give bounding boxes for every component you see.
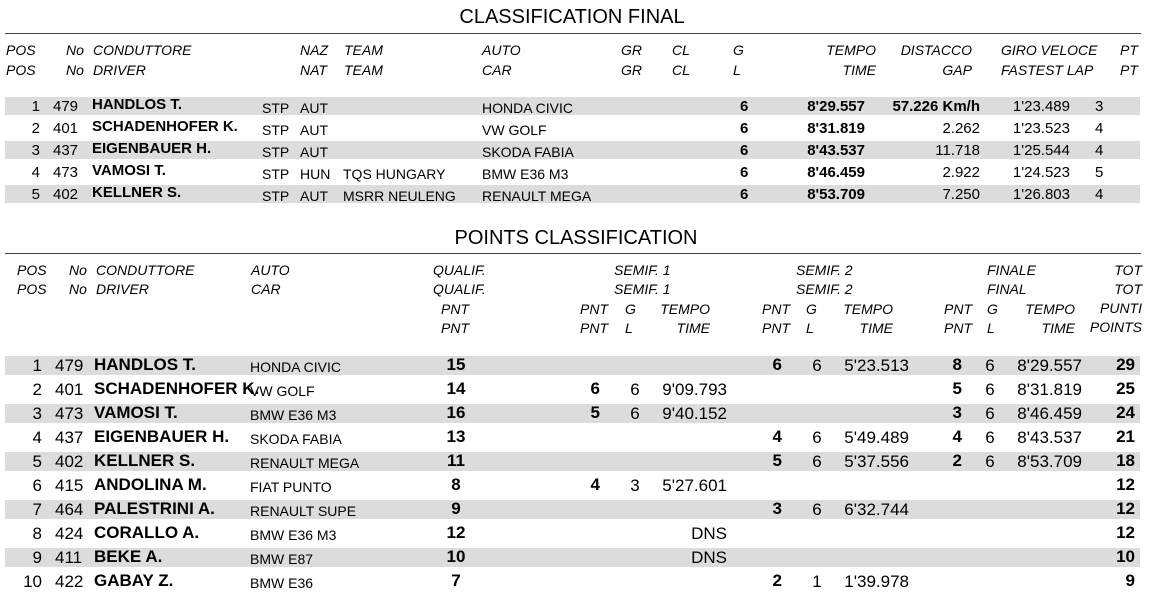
car-number: 479 — [53, 98, 79, 115]
time: 8'46.459 — [807, 164, 865, 181]
semi2-laps: 6 — [812, 428, 822, 447]
time: 8'29.557 — [807, 98, 865, 115]
qualif-points: 11 — [447, 451, 465, 470]
fastest-lap: 1'26.803 — [1012, 186, 1070, 203]
points-header-qualif: QUALIF. — [433, 281, 486, 297]
fastest-lap: 1'23.523 — [1012, 120, 1070, 137]
car: BMW E36 M3 — [250, 527, 337, 543]
pos: 1 — [31, 98, 40, 115]
car-number: 402 — [55, 452, 84, 471]
driver-name: BEKE A. — [94, 547, 163, 566]
total-points: 18 — [1116, 451, 1135, 470]
car: BMW E36 M3 — [482, 166, 569, 182]
team: TQS HUNGARY — [343, 166, 446, 182]
time: 8'53.709 — [807, 186, 865, 203]
final-time: 8'43.537 — [1017, 428, 1082, 447]
car: RENAULT MEGA — [482, 188, 592, 204]
semi2-points: 3 — [772, 499, 782, 518]
points-header-laps: L — [625, 320, 633, 336]
driver-name: CORALLO A. — [94, 523, 200, 542]
points: 4 — [1095, 120, 1104, 137]
driver-name: PALESTRINI A. — [94, 499, 215, 518]
final-laps: 6 — [985, 356, 995, 375]
driver-name: GABAY Z. — [94, 571, 174, 590]
nat: AUT — [300, 144, 328, 160]
car-number: 464 — [55, 500, 84, 519]
points-header-pnt: PNT — [580, 320, 608, 336]
final-header-gr: GR — [621, 42, 642, 58]
points: 3 — [1095, 98, 1104, 115]
car-number: 473 — [55, 404, 84, 423]
semi2-time: 6'32.744 — [844, 500, 909, 519]
points-title-rule — [5, 253, 1141, 254]
points-header-qualif-pnt: PNT — [441, 301, 469, 317]
driver-name: SCHADENHOFER K. — [94, 379, 260, 398]
semi2-time: 1'39.978 — [844, 572, 909, 591]
pos: 2 — [32, 380, 42, 399]
points-header-no: No — [69, 281, 87, 297]
semi1-laps: 6 — [630, 404, 640, 423]
laps: 6 — [740, 142, 749, 159]
qualif-points: 8 — [451, 475, 461, 494]
naz: STP — [262, 100, 290, 116]
final-header-team: TEAM — [344, 42, 383, 58]
final-points: 3 — [952, 403, 962, 422]
pos: 8 — [32, 524, 42, 543]
car-number: 415 — [55, 476, 84, 495]
points-header-pnt: PNT — [762, 320, 790, 336]
points-header-finale: FINAL — [987, 281, 1027, 297]
car: HONDA CIVIC — [482, 100, 574, 116]
driver-name: EIGENBAUER H. — [92, 140, 212, 157]
gap: 57.226 Km/h — [892, 98, 980, 115]
points-header-laps: L — [806, 320, 814, 336]
final-header-pt: PT — [1120, 42, 1138, 58]
semi2-laps: 6 — [812, 500, 822, 519]
final-header-laps: L — [733, 62, 741, 78]
points-header-driver: CONDUTTORE — [96, 262, 195, 278]
points-header-driver: DRIVER — [96, 281, 149, 297]
final-header-nat: NAT — [300, 62, 327, 78]
total-points: 10 — [1116, 547, 1135, 566]
pos: 1 — [32, 356, 42, 375]
points: 4 — [1095, 186, 1104, 203]
total-points: 12 — [1116, 475, 1135, 494]
car-number: 422 — [55, 572, 84, 591]
driver-name: ANDOLINA M. — [94, 475, 207, 494]
points-header-laps: G — [987, 301, 998, 317]
car-number: 401 — [53, 120, 79, 137]
final-header-gap: GAP — [942, 62, 972, 78]
laps: 6 — [740, 120, 749, 137]
total-points: 21 — [1116, 427, 1135, 446]
qualif-points: 16 — [446, 403, 466, 422]
gap: 7.250 — [942, 186, 980, 203]
car: BMW E87 — [250, 551, 314, 567]
car: HONDA CIVIC — [250, 359, 342, 375]
total-points: 24 — [1116, 403, 1135, 422]
car-number: 402 — [53, 186, 79, 203]
naz: STP — [262, 166, 290, 182]
points-header-tot: TOT — [1114, 281, 1142, 297]
final-header-fastest-lap: FASTEST LAP — [1001, 62, 1094, 78]
semi2-points: 4 — [772, 427, 782, 446]
laps: 6 — [740, 164, 749, 181]
points-header-pnt: PNT — [944, 320, 972, 336]
car: BMW E36 — [250, 575, 314, 591]
points-header-laps: G — [806, 301, 817, 317]
qualif-points: 7 — [451, 571, 461, 590]
pos: 9 — [32, 548, 42, 567]
gap: 2.922 — [942, 164, 980, 181]
points-header-tot: TOT — [1114, 262, 1142, 278]
laps: 6 — [740, 186, 749, 203]
car-number: 411 — [55, 548, 83, 567]
final-header-nat: NAZ — [300, 42, 328, 58]
semi2-time: 5'49.489 — [844, 428, 909, 447]
points-header-pnt: PNT — [762, 301, 790, 317]
final-points: 4 — [952, 427, 962, 446]
qualif-points: 13 — [446, 427, 466, 446]
pos: 4 — [31, 164, 40, 181]
final-header-time: TIME — [842, 62, 876, 78]
laps: 6 — [740, 98, 749, 115]
semi2-laps: 6 — [812, 356, 822, 375]
final-title-rule — [5, 33, 1141, 34]
final-header-driver: DRIVER — [93, 62, 146, 78]
final-header-driver: CONDUTTORE — [93, 42, 192, 58]
car-number: 437 — [55, 428, 84, 447]
final-header-cl: CL — [672, 62, 690, 78]
final-time: 8'53.709 — [1017, 452, 1082, 471]
car: VW GOLF — [482, 122, 547, 138]
car: BMW E36 M3 — [250, 407, 337, 423]
naz: STP — [262, 144, 290, 160]
semi1-points: 4 — [590, 475, 600, 494]
final-laps: 6 — [985, 404, 995, 423]
semi2-points: 6 — [772, 355, 782, 374]
points-header-pos: POS — [17, 262, 47, 278]
total-points: 12 — [1116, 499, 1135, 518]
nat: HUN — [300, 166, 331, 182]
points-header-semi1: SEMIF. 1 — [614, 281, 671, 297]
points-header-time: TIME — [676, 320, 710, 336]
final-laps: 6 — [985, 380, 995, 399]
qualif-points: 9 — [451, 499, 461, 518]
final-header-cl: CL — [672, 42, 690, 58]
semi1-points: 5 — [590, 403, 600, 422]
points-title: POINTS CLASSIFICATION — [454, 227, 698, 249]
points-header-car: CAR — [251, 281, 281, 297]
final-time: 8'29.557 — [1017, 356, 1082, 375]
fastest-lap: 1'25.544 — [1012, 142, 1070, 159]
car: SKODA FABIA — [482, 144, 574, 160]
final-laps: 6 — [985, 452, 995, 471]
points-header-qualif: QUALIF. — [433, 262, 486, 278]
car: VW GOLF — [250, 383, 315, 399]
final-header-laps: G — [733, 42, 744, 58]
points-header-time: TEMPO — [843, 301, 893, 317]
points-header-pnt: PNT — [580, 301, 608, 317]
final-time: 8'31.819 — [1017, 380, 1082, 399]
points-header-semi2: SEMIF. 2 — [796, 262, 853, 278]
semi1-time: 5'27.601 — [662, 476, 727, 495]
nat: AUT — [300, 100, 328, 116]
semi1-time: 9'09.793 — [662, 380, 727, 399]
final-header-time: TEMPO — [826, 42, 876, 58]
semi1-laps: 6 — [630, 380, 640, 399]
time: 8'43.537 — [807, 142, 865, 159]
total-points: 25 — [1116, 379, 1135, 398]
semi1-time: DNS — [691, 548, 727, 567]
car: FIAT PUNTO — [250, 479, 332, 495]
points-header-time: TEMPO — [1025, 301, 1075, 317]
final-time: 8'46.459 — [1017, 404, 1082, 423]
final-header-gap: DISTACCO — [900, 42, 972, 58]
total-points: 12 — [1116, 523, 1135, 542]
semi2-points: 2 — [772, 571, 782, 590]
pos: 2 — [31, 120, 40, 137]
nat: AUT — [300, 122, 328, 138]
pos: 7 — [32, 500, 42, 519]
final-points: 8 — [952, 355, 962, 374]
final-header-pos: POS — [6, 42, 36, 58]
car: RENAULT SUPE — [250, 503, 357, 519]
points-header-qualif-pnt: PNT — [441, 320, 469, 336]
points-header-no: No — [69, 262, 87, 278]
final-header-pos: POS — [6, 62, 36, 78]
car-number: 437 — [53, 142, 79, 159]
fastest-lap: 1'24.523 — [1012, 164, 1070, 181]
time: 8'31.819 — [807, 120, 865, 137]
points-header-laps: L — [987, 320, 995, 336]
qualif-points: 15 — [446, 355, 466, 374]
pos: 3 — [31, 142, 40, 159]
pos: 10 — [23, 572, 42, 591]
semi2-time: 5'23.513 — [844, 356, 909, 375]
semi1-time: DNS — [691, 524, 727, 543]
points: 4 — [1095, 142, 1104, 159]
points-header-pos: POS — [17, 281, 47, 297]
qualif-points: 10 — [446, 547, 466, 566]
pos: 4 — [32, 428, 42, 447]
final-title: CLASSIFICATION FINAL — [459, 6, 685, 28]
driver-name: EIGENBAUER H. — [94, 427, 230, 446]
total-points: 29 — [1116, 355, 1135, 374]
points-header-finale: FINALE — [987, 262, 1037, 278]
semi1-points: 6 — [590, 379, 600, 398]
final-header-no: No — [66, 42, 84, 58]
driver-name: HANDLOS T. — [92, 96, 182, 113]
fastest-lap: 1'23.489 — [1012, 98, 1070, 115]
final-header-gr: GR — [621, 62, 642, 78]
naz: STP — [262, 122, 290, 138]
semi1-laps: 3 — [630, 476, 640, 495]
semi1-time: 9'40.152 — [662, 404, 727, 423]
semi2-points: 5 — [772, 451, 782, 470]
points-header-time: TEMPO — [660, 301, 710, 317]
driver-name: KELLNER S. — [94, 451, 196, 470]
points-header-car: AUTO — [251, 262, 290, 278]
semi2-laps: 6 — [812, 452, 822, 471]
final-header-car: CAR — [482, 62, 512, 78]
qualif-points: 12 — [446, 523, 466, 542]
points-header-semi2: SEMIF. 2 — [796, 281, 853, 297]
car-number: 424 — [55, 524, 84, 543]
nat: AUT — [300, 188, 328, 204]
final-header-team: TEAM — [344, 62, 383, 78]
gap: 2.262 — [942, 120, 980, 137]
driver-name: VAMOSI T. — [94, 403, 178, 422]
car: SKODA FABIA — [250, 431, 342, 447]
points-header-tot: PUNTI — [1100, 300, 1142, 316]
points-header-time: TIME — [1041, 320, 1075, 336]
points: 5 — [1095, 164, 1104, 181]
pos: 3 — [32, 404, 42, 423]
car-number: 479 — [55, 356, 84, 375]
final-laps: 6 — [985, 428, 995, 447]
naz: STP — [262, 188, 290, 204]
driver-name: HANDLOS T. — [94, 355, 196, 374]
semi2-laps: 1 — [812, 572, 822, 591]
final-header-pt: PT — [1120, 62, 1138, 78]
semi2-time: 5'37.556 — [844, 452, 909, 471]
driver-name: KELLNER S. — [92, 184, 182, 201]
points-header-laps: G — [625, 301, 636, 317]
driver-name: SCHADENHOFER K. — [92, 118, 238, 135]
total-points: 9 — [1125, 571, 1135, 590]
driver-name: VAMOSI T. — [92, 162, 166, 179]
pos: 5 — [32, 452, 42, 471]
points-header-semi1: SEMIF. 1 — [614, 262, 671, 278]
car-number: 401 — [55, 380, 84, 399]
pos: 5 — [31, 186, 40, 203]
team: MSRR NEULENG — [343, 188, 456, 204]
qualif-points: 14 — [446, 379, 466, 398]
points-header-time: TIME — [859, 320, 893, 336]
final-header-fastest-lap: GIRO VELOCE — [1001, 42, 1098, 58]
final-points: 2 — [952, 451, 962, 470]
car: RENAULT MEGA — [250, 455, 360, 471]
car-number: 473 — [53, 164, 79, 181]
points-header-tot: POINTS — [1089, 319, 1142, 335]
final-header-car: AUTO — [482, 42, 521, 58]
final-header-no: No — [66, 62, 84, 78]
pos: 6 — [32, 476, 42, 495]
final-points: 5 — [952, 379, 962, 398]
gap: 11.718 — [935, 142, 980, 159]
points-header-pnt: PNT — [944, 301, 972, 317]
